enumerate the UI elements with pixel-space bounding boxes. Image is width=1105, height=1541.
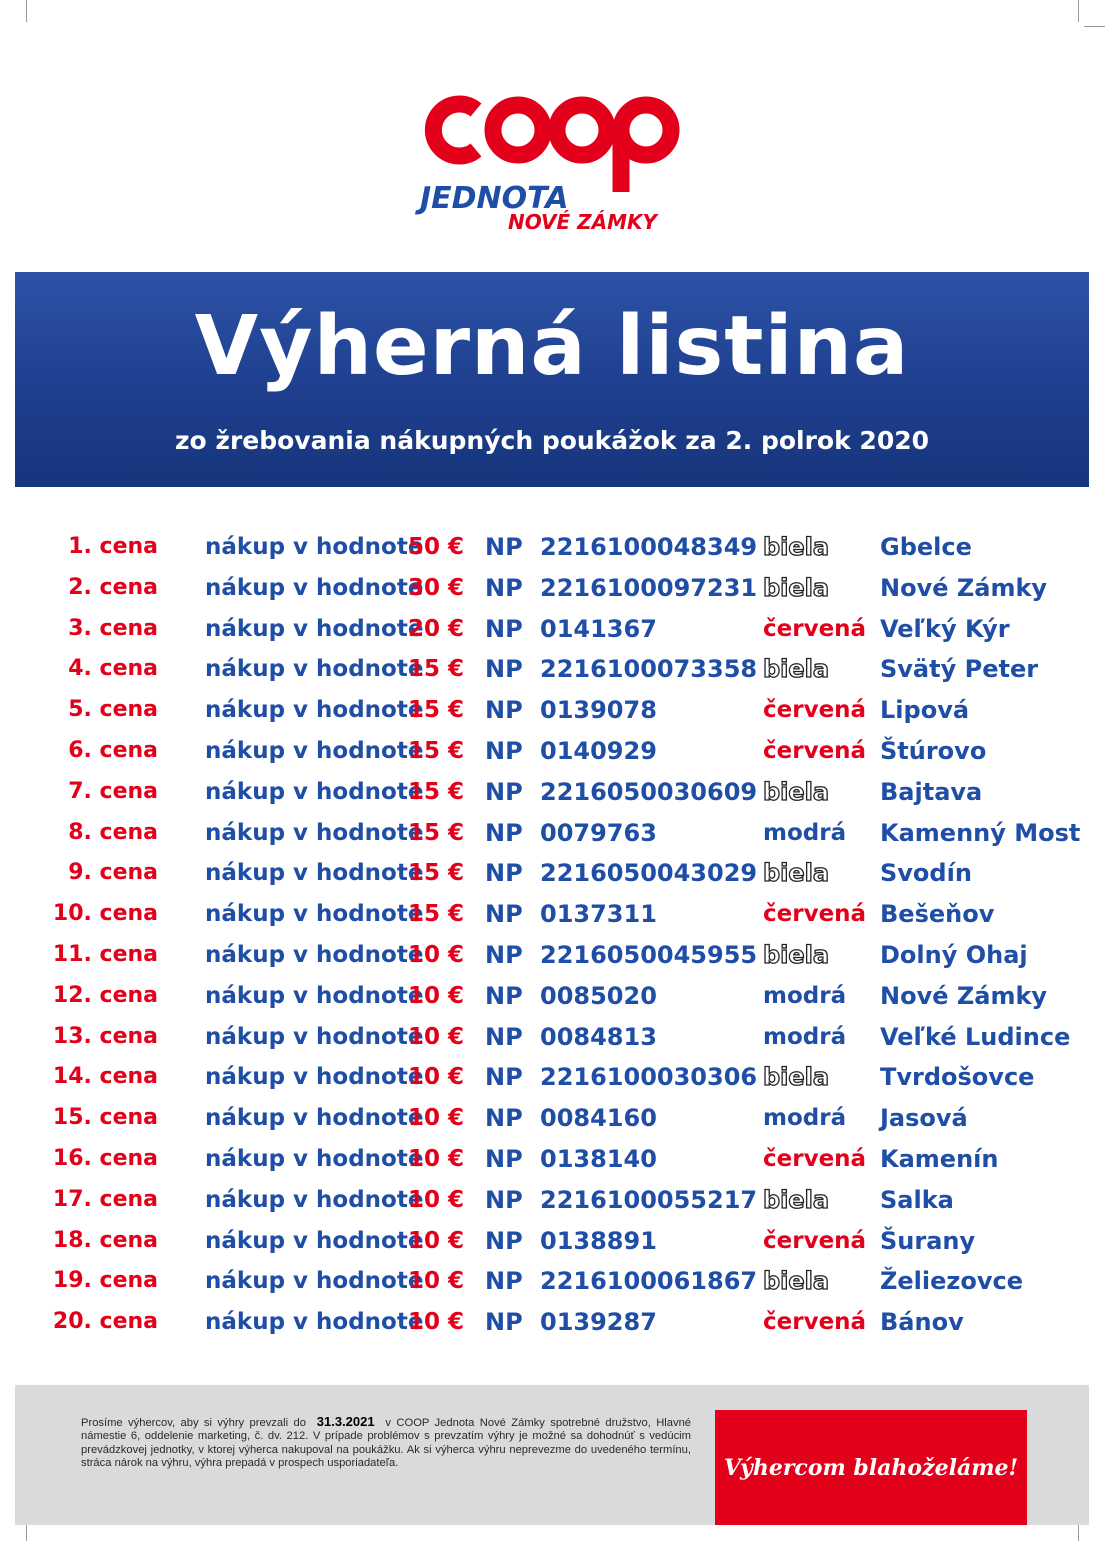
prize-amount: 15 €	[408, 697, 465, 724]
store-city: Želiezovce	[880, 1267, 1024, 1296]
voucher-number: 0084813	[540, 1022, 657, 1051]
prize-amount: 10 €	[408, 1105, 465, 1132]
prize-amount: 15 €	[408, 737, 465, 764]
voucher-color: biela	[763, 573, 830, 602]
prize-description: nákup v hodnote	[205, 901, 424, 928]
voucher-number: 2216100073358	[540, 655, 758, 684]
store-city: Dolný Ohaj	[880, 940, 1028, 969]
footer-panel	[15, 1385, 1089, 1525]
prize-rank: 18. cena	[52, 1227, 158, 1253]
voucher-prefix: NP	[485, 1063, 523, 1092]
store-city: Nové Zámky	[880, 573, 1048, 602]
crop-mark	[26, 0, 27, 22]
prize-amount: 30 €	[408, 574, 465, 601]
voucher-color: biela	[763, 655, 830, 684]
prize-rank: 1. cena	[68, 534, 158, 559]
voucher-color: biela	[763, 1063, 830, 1092]
prize-amount: 10 €	[408, 1227, 465, 1254]
voucher-color: biela	[763, 1267, 830, 1296]
voucher-prefix: NP	[485, 533, 523, 561]
crop-mark	[1084, 26, 1105, 27]
voucher-color: modrá	[763, 1023, 847, 1050]
table-row	[0, 894, 1105, 935]
table-row	[0, 813, 1105, 854]
store-city: Štúrovo	[880, 736, 987, 765]
prize-rank: 12. cena	[52, 982, 158, 1008]
prize-description: nákup v hodnote	[205, 574, 424, 601]
prize-description: nákup v hodnote	[205, 1186, 424, 1213]
voucher-prefix: NP	[485, 1144, 523, 1173]
title-banner	[15, 272, 1089, 487]
voucher-prefix: NP	[485, 1267, 523, 1296]
store-city: Veľké Ludince	[880, 1022, 1071, 1051]
voucher-number: 0139287	[540, 1308, 657, 1337]
store-city: Svodín	[880, 859, 972, 888]
table-row	[0, 609, 1105, 650]
voucher-number: 2216100048349	[540, 533, 758, 561]
table-row	[0, 690, 1105, 731]
prize-description: nákup v hodnote	[205, 1105, 424, 1132]
store-city: Lipová	[880, 696, 970, 725]
coop-wordmark-graphic	[418, 84, 698, 194]
prize-description: nákup v hodnote	[205, 737, 424, 764]
prize-amount: 10 €	[408, 982, 465, 1009]
voucher-prefix: NP	[485, 736, 523, 765]
prize-description: nákup v hodnote	[205, 534, 424, 560]
voucher-number: 2216100055217	[540, 1185, 758, 1214]
prize-amount: 20 €	[408, 615, 465, 642]
prize-rank: 19. cena	[52, 1268, 158, 1294]
table-row	[0, 853, 1105, 894]
store-city: Šurany	[880, 1226, 976, 1255]
store-city: Bešeňov	[880, 900, 995, 929]
prize-description: nákup v hodnote	[205, 1145, 424, 1172]
table-row	[0, 1017, 1105, 1058]
prize-amount: 15 €	[408, 901, 465, 928]
prize-description: nákup v hodnote	[205, 697, 424, 724]
prize-rank: 2. cena	[68, 574, 158, 600]
voucher-color: červená	[763, 615, 867, 642]
prize-rank: 11. cena	[52, 941, 158, 967]
store-city: Tvrdošovce	[880, 1063, 1035, 1092]
voucher-color: červená	[763, 1309, 867, 1336]
voucher-prefix: NP	[485, 859, 523, 888]
crop-mark	[1078, 0, 1079, 22]
voucher-color: červená	[763, 737, 867, 764]
table-row	[0, 731, 1105, 772]
table-row	[0, 1139, 1105, 1180]
voucher-color: modrá	[763, 819, 847, 846]
voucher-number: 2216100061867	[540, 1267, 758, 1296]
voucher-prefix: NP	[485, 1104, 523, 1133]
table-row	[0, 527, 1105, 568]
prize-amount: 10 €	[408, 1186, 465, 1213]
voucher-prefix: NP	[485, 655, 523, 684]
voucher-color: červená	[763, 697, 867, 724]
store-city: Jasová	[880, 1104, 968, 1133]
notice-text-rest: v COOP Jednota Nové Zámky spotrebné družstvo, Hlavné námestie 6, oddelenie marketing, č. dv. 212. V prípade problémov s prevzatím výhry je možné sa dohodnúť s vedúcim prevádzkovej jednotky, v ktorej výherca nakupoval na poukážku. Ak si výherca výhru neprevezme do uvedeného termínu, stráca nárok na výhru, výhra prepadá v prospech usporiadateľa.	[81, 1417, 692, 1470]
deadline-date: 31.3.2021	[316, 1414, 375, 1429]
voucher-prefix: NP	[485, 1022, 523, 1051]
page-subtitle: zo žrebovania nákupných poukážok za 2. polrok 2020	[174, 426, 930, 455]
prize-rank: 14. cena	[52, 1064, 158, 1090]
prize-rank: 6. cena	[68, 737, 158, 763]
prize-rank: 17. cena	[52, 1186, 158, 1212]
prize-amount: 10 €	[408, 1268, 465, 1295]
voucher-prefix: NP	[485, 818, 523, 847]
voucher-color: červená	[763, 1227, 867, 1254]
prize-description: nákup v hodnote	[205, 1309, 424, 1336]
prize-amount: 15 €	[408, 778, 465, 805]
store-city: Bánov	[880, 1308, 964, 1337]
table-row	[0, 568, 1105, 609]
store-city: Gbelce	[880, 533, 972, 561]
voucher-number: 0084160	[540, 1104, 657, 1133]
pickup-notice	[81, 1415, 691, 1471]
prize-rank: 20. cena	[52, 1309, 158, 1335]
voucher-color: biela	[763, 940, 830, 969]
store-city: Svätý Peter	[880, 655, 1039, 684]
prize-amount: 10 €	[408, 1023, 465, 1050]
coop-logo	[418, 84, 698, 240]
voucher-color: červená	[763, 1145, 867, 1172]
prize-rank: 13. cena	[52, 1023, 158, 1049]
logo-jednota-text: JEDNOTA	[420, 181, 569, 216]
voucher-number: 0137311	[540, 900, 657, 929]
prize-description: nákup v hodnote	[205, 656, 424, 683]
prize-description: nákup v hodnote	[205, 1268, 424, 1295]
prize-rank: 16. cena	[52, 1145, 158, 1171]
voucher-number: 0138140	[540, 1144, 657, 1173]
voucher-number: 2216100030306	[540, 1063, 758, 1092]
prize-amount: 15 €	[408, 819, 465, 846]
voucher-prefix: NP	[485, 614, 523, 643]
table-row	[0, 935, 1105, 976]
prize-amount: 10 €	[408, 1309, 465, 1336]
voucher-prefix: NP	[485, 940, 523, 969]
prize-description: nákup v hodnote	[205, 860, 424, 887]
prize-amount: 10 €	[408, 1145, 465, 1172]
voucher-prefix: NP	[485, 777, 523, 806]
table-row	[0, 772, 1105, 813]
prize-rank: 3. cena	[68, 615, 158, 641]
voucher-color: modrá	[763, 982, 847, 1009]
prize-description: nákup v hodnote	[205, 1064, 424, 1091]
prize-description: nákup v hodnote	[205, 982, 424, 1009]
prize-rank: 7. cena	[68, 778, 158, 804]
voucher-number: 0139078	[540, 696, 657, 725]
prize-rank: 10. cena	[52, 901, 158, 927]
store-city: Salka	[880, 1185, 954, 1214]
store-city: Kamenín	[880, 1144, 999, 1173]
voucher-prefix: NP	[485, 981, 523, 1010]
prize-description: nákup v hodnote	[205, 1227, 424, 1254]
voucher-number: 2216100097231	[540, 573, 758, 602]
prize-rank: 9. cena	[68, 860, 158, 886]
congrats-text: Výhercom blahoželáme!	[723, 1454, 1019, 1481]
table-row	[0, 1180, 1105, 1221]
table-row	[0, 1057, 1105, 1098]
prize-rank: 15. cena	[52, 1105, 158, 1131]
notice-text-start: Prosíme výhercov, aby si výhry prevzali do	[81, 1417, 306, 1429]
voucher-prefix: NP	[485, 900, 523, 929]
logo-town-text: NOVÉ ZÁMKY	[508, 210, 657, 234]
table-row	[0, 1098, 1105, 1139]
voucher-prefix: NP	[485, 573, 523, 602]
voucher-color: modrá	[763, 1105, 847, 1132]
voucher-number: 2216050030609	[540, 777, 758, 806]
voucher-prefix: NP	[485, 696, 523, 725]
table-row	[0, 976, 1105, 1017]
congrats-box	[715, 1410, 1027, 1525]
voucher-number: 0085020	[540, 981, 657, 1010]
store-city: Bajtava	[880, 777, 983, 806]
prize-rank: 4. cena	[68, 656, 158, 682]
prize-description: nákup v hodnote	[205, 819, 424, 846]
voucher-color: biela	[763, 859, 830, 888]
table-row	[0, 1221, 1105, 1262]
prize-rank: 5. cena	[68, 697, 158, 723]
page-title: Výherná listina	[194, 299, 910, 394]
table-row	[0, 649, 1105, 690]
table-row	[0, 1302, 1105, 1343]
voucher-number: 0140929	[540, 736, 657, 765]
prize-amount: 10 €	[408, 1064, 465, 1091]
table-row	[0, 1261, 1105, 1302]
prize-amount: 50 €	[408, 534, 465, 560]
prize-amount: 15 €	[408, 656, 465, 683]
prize-amount: 15 €	[408, 860, 465, 887]
voucher-number: 0079763	[540, 818, 657, 847]
voucher-prefix: NP	[485, 1185, 523, 1214]
voucher-color: červená	[763, 901, 867, 928]
voucher-color: biela	[763, 533, 830, 561]
voucher-color: biela	[763, 777, 830, 806]
prize-rank: 8. cena	[68, 819, 158, 845]
voucher-color: biela	[763, 1185, 830, 1214]
store-city: Veľký Kýr	[880, 614, 1010, 643]
prize-description: nákup v hodnote	[205, 615, 424, 642]
store-city: Kamenný Most	[880, 818, 1081, 847]
voucher-number: 2216050045955	[540, 940, 758, 969]
voucher-prefix: NP	[485, 1226, 523, 1255]
voucher-number: 0141367	[540, 614, 657, 643]
voucher-number: 2216050043029	[540, 859, 758, 888]
voucher-number: 0138891	[540, 1226, 657, 1255]
prize-description: nákup v hodnote	[205, 778, 424, 805]
winners-table	[0, 527, 1105, 1343]
store-city: Nové Zámky	[880, 981, 1048, 1010]
voucher-prefix: NP	[485, 1308, 523, 1337]
prize-amount: 10 €	[408, 941, 465, 968]
prize-description: nákup v hodnote	[205, 941, 424, 968]
prize-description: nákup v hodnote	[205, 1023, 424, 1050]
